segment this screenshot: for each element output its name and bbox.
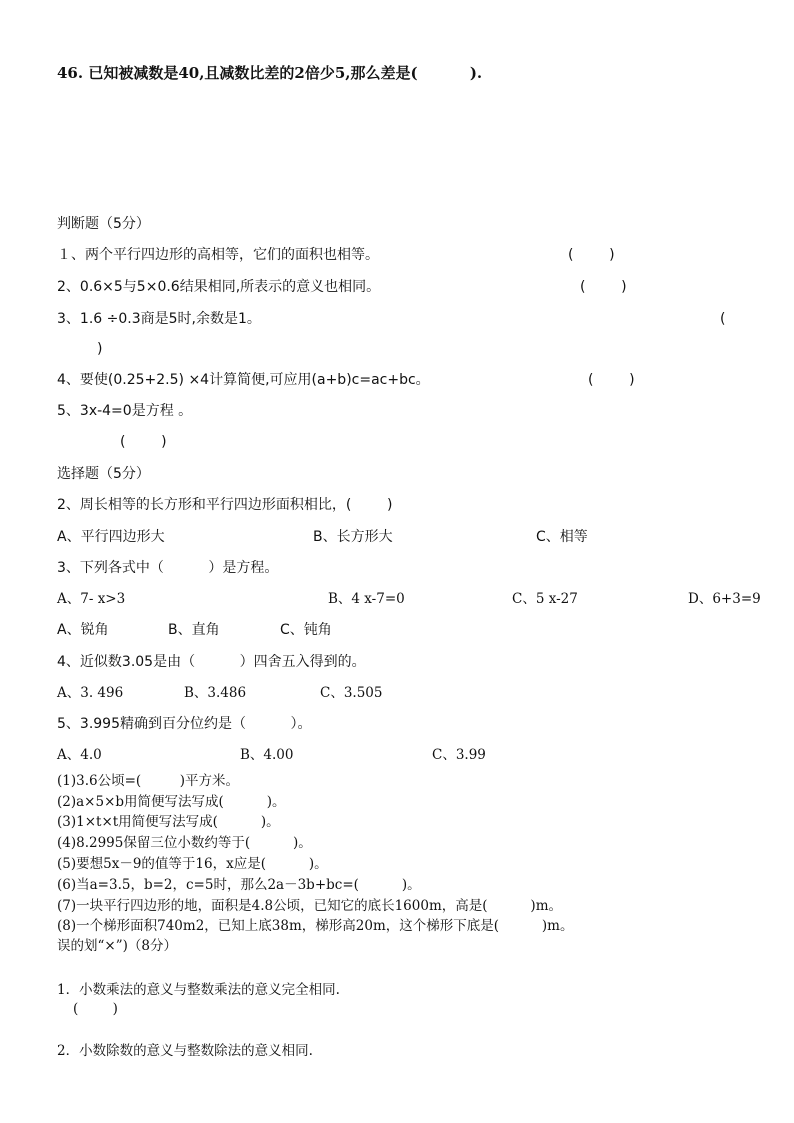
choice-angle-option-b[interactable]: B、直角 — [168, 622, 220, 638]
judge-q5: 5、3x-4=0是方程 。 — [57, 403, 193, 419]
choice-q4-option-a[interactable]: A、3. 496 — [57, 685, 124, 701]
judge-q1: １、两个平行四边形的高相等，它们的面积也相等。 — [57, 247, 379, 263]
choice-q4-option-b[interactable]: B、3.486 — [184, 685, 247, 701]
tf-q1: 1．小数乘法的意义与整数乘法的意义完全相同. — [57, 982, 340, 998]
fill-item-6: (6)当a=3.5，b=2，c=5时，那么2a－3b+bc=( )。 — [57, 877, 421, 893]
choice-q3-option-c[interactable]: C、5 x-27 — [512, 591, 578, 607]
choice-q5-option-a[interactable]: A、4.0 — [57, 747, 102, 763]
fill-item-4: (4)8.2995保留三位小数约等于( )。 — [57, 835, 312, 851]
judge-q4-answer[interactable]: ( ) — [588, 372, 635, 388]
judge-q2: 2、0.6×5与5×0.6结果相同,所表示的意义也相同。 — [57, 279, 381, 295]
choice-q5-option-c[interactable]: C、3.99 — [432, 747, 486, 763]
choice-q4: 4、近似数3.05是由（ ）四舍五入得到的。 — [57, 654, 366, 670]
choice-section-title: 选择题（5分） — [57, 466, 150, 482]
choice-q2: 2、周长相等的长方形和平行四边形面积相比，( ) — [57, 497, 393, 513]
judge-q3-answer-close[interactable]: ) — [97, 341, 103, 357]
fill-item-1: (1)3.6公顷=( )平方米。 — [57, 773, 240, 789]
choice-q2-option-b[interactable]: B、长方形大 — [313, 529, 393, 545]
judge-q3: 3、1.6 ÷0.3商是5时,余数是1。 — [57, 311, 261, 327]
choice-q3-option-a[interactable]: A、7- x>3 — [57, 591, 126, 607]
judge-q5-answer[interactable]: ( ) — [120, 434, 167, 450]
fill-item-7: (7)一块平行四边形的地，面积是4.8公顷，已知它的底长1600m，高是( )m。 — [57, 898, 562, 914]
choice-q4-option-c[interactable]: C、3.505 — [320, 685, 383, 701]
judge-q2-answer[interactable]: ( ) — [580, 279, 627, 295]
judge-q1-answer[interactable]: ( ) — [568, 247, 615, 263]
choice-angle-option-c[interactable]: C、钝角 — [280, 622, 332, 638]
question-46: 46. 已知被减数是40,且减数比差的2倍少5,那么差是( ). — [57, 64, 483, 82]
tf-q2: 2．小数除数的意义与整数除法的意义相同. — [57, 1043, 313, 1059]
judge-section-title: 判断题（5分） — [57, 216, 150, 232]
choice-angle-option-a[interactable]: A、锐角 — [57, 622, 109, 638]
choice-q3-option-d[interactable]: D、6+3=9 — [688, 591, 761, 607]
choice-q2-option-c[interactable]: C、相等 — [536, 529, 588, 545]
fill-item-3: (3)1×t×t用简便写法写成( )。 — [57, 814, 280, 830]
choice-q2-option-a[interactable]: A、平行四边形大 — [57, 529, 165, 545]
choice-q5-option-b[interactable]: B、4.00 — [240, 747, 294, 763]
choice-q5: 5、3.995精确到百分位约是（ ）。 — [57, 716, 312, 732]
judge-q4: 4、要使(0.25+2.5) ×4计算简便,可应用(a+b)c=ac+bc。 — [57, 372, 430, 388]
choice-q3-option-b[interactable]: B、4 x-7=0 — [328, 591, 405, 607]
judge-q3-answer-open[interactable]: ( — [720, 311, 726, 327]
true-false-section-title: 误的划“×”)（8分） — [57, 938, 177, 954]
fill-item-5: (5)要想5x－9的值等于16，x应是( )。 — [57, 856, 328, 872]
fill-item-8: (8)一个梯形面积740m2，已知上底38m，梯形高20m，这个梯形下底是( )m。 — [57, 918, 574, 934]
fill-item-2: (2)a×5×b用简便写法写成( )。 — [57, 794, 286, 810]
tf-q1-answer[interactable]: ( ) — [73, 1001, 118, 1017]
choice-q3: 3、下列各式中（ ）是方程。 — [57, 560, 279, 576]
